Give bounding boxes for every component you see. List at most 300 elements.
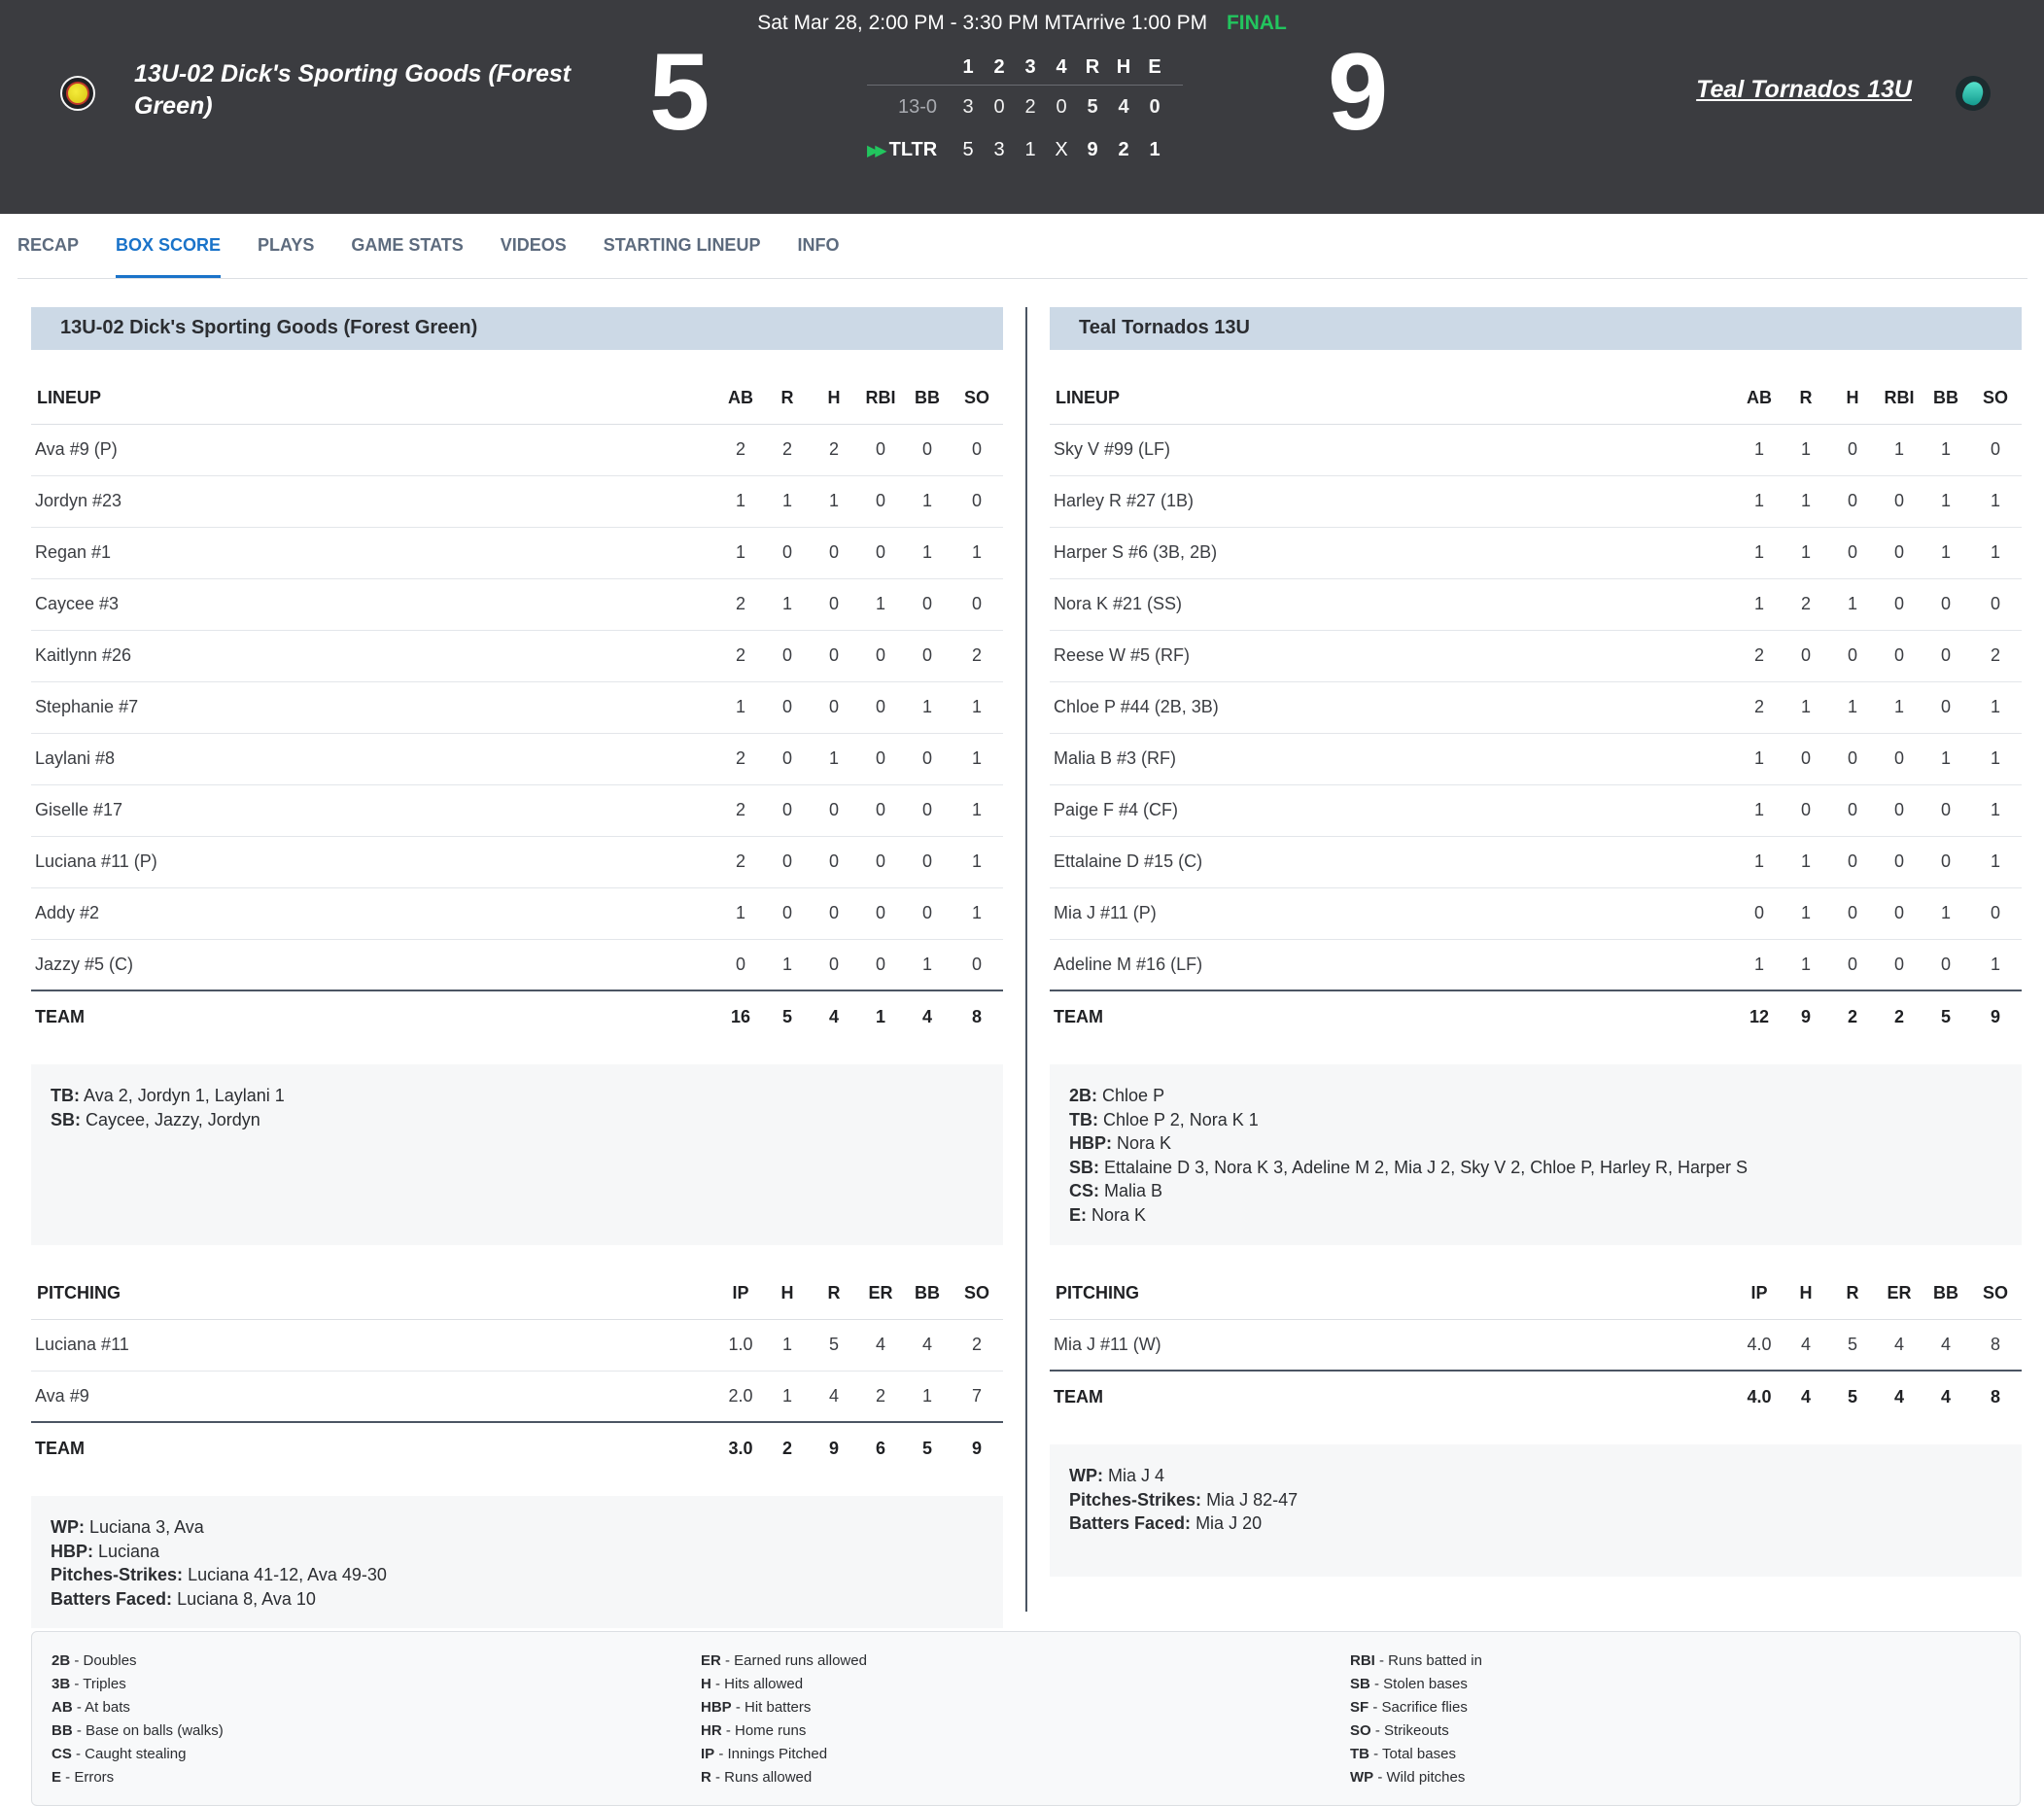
stat-cell: 1 [1783, 475, 1829, 527]
legend-item [701, 1719, 1350, 1743]
stat-cell: 1 [1876, 424, 1923, 475]
note-value: Mia J 4 [1108, 1466, 1165, 1485]
linescore-cell: 1 [1149, 138, 1161, 160]
stat-cell: 1 [1783, 836, 1829, 887]
column-header: AB [1736, 373, 1783, 424]
team-total-label: TEAM [31, 1422, 717, 1475]
legend-item [52, 1696, 701, 1719]
linescore-cell: 2 [1118, 138, 1129, 160]
stat-cell: 0 [904, 784, 951, 836]
legend-desc: - Doubles [70, 1652, 137, 1669]
stat-cell: 1 [857, 578, 904, 630]
note-value: Caycee, Jazzy, Jordyn [86, 1109, 260, 1129]
stat-cell: 0 [1876, 836, 1923, 887]
note-value: Nora K [1117, 1133, 1172, 1153]
team-total-cell: 8 [1969, 1371, 2022, 1423]
legend-abbr: HBP [701, 1699, 732, 1716]
legend-item [52, 1673, 701, 1696]
legend-column [1350, 1650, 1999, 1788]
batter-row [1050, 630, 2022, 681]
note-line [1069, 1108, 2002, 1132]
batter-row [31, 784, 1003, 836]
stat-cell: 4 [857, 1319, 904, 1371]
legend-abbr: SO [1350, 1722, 1371, 1739]
stat-cell: 2 [717, 733, 764, 784]
note-line [1069, 1131, 2002, 1156]
stat-cell: 0 [1876, 578, 1923, 630]
stat-cell: 4 [904, 1319, 951, 1371]
column-header: SO [1969, 1268, 2022, 1319]
stat-cell: 0 [764, 527, 811, 578]
legend-item [1350, 1766, 1999, 1789]
stat-cell: 0 [904, 887, 951, 939]
stat-cell: 2 [811, 424, 857, 475]
legend-desc: - Home runs [721, 1722, 807, 1739]
note-value: Luciana 8, Ava 10 [177, 1588, 316, 1609]
stat-cell: 1 [1736, 836, 1783, 887]
stat-cell: 1 [1736, 424, 1783, 475]
stat-cell: 4 [811, 1371, 857, 1422]
legend-desc: - Sacrifice flies [1368, 1699, 1468, 1716]
team-total-cell: 4 [1923, 1371, 1969, 1423]
column-header: PITCHING [1050, 1268, 1736, 1319]
linescore-away-label: 13-0 [897, 95, 937, 118]
column-header: LINEUP [31, 373, 717, 424]
note-value: Luciana 3, Ava [89, 1517, 204, 1537]
stat-cell: 0 [1783, 630, 1829, 681]
player-name: Jazzy #5 (C) [31, 939, 717, 990]
softball-icon [60, 76, 95, 111]
linescore-header-cell: 1 [962, 56, 974, 78]
stat-cell: 1 [1783, 527, 1829, 578]
linescore-cell: 0 [993, 95, 1005, 118]
game-header [0, 0, 2044, 214]
stat-cell: 1 [1969, 681, 2022, 733]
legend-item [701, 1743, 1350, 1766]
note-line [51, 1515, 984, 1540]
pitching-header-row [1050, 1268, 2022, 1319]
batter-row [1050, 527, 2022, 578]
tab-info[interactable]: INFO [797, 235, 840, 255]
pitching-notes [1050, 1444, 2022, 1577]
stat-cell: 0 [764, 630, 811, 681]
stat-cell: 0 [1876, 784, 1923, 836]
linescore-header-cell: 2 [993, 56, 1005, 78]
stat-cell: 0 [857, 630, 904, 681]
team-total-cell: 5 [764, 990, 811, 1043]
stat-cell: 1 [764, 939, 811, 990]
batting-team-total-row [31, 990, 1003, 1043]
stat-cell: 2 [951, 1319, 1003, 1371]
column-header: ER [857, 1268, 904, 1319]
stat-cell: 2 [717, 630, 764, 681]
team-total-cell: 9 [951, 1422, 1003, 1475]
linescore-header-cell: E [1148, 56, 1161, 78]
linescore-cell: 5 [962, 138, 974, 160]
tab-box-score[interactable]: BOX SCORE [116, 214, 221, 278]
column-header: R [1829, 1268, 1876, 1319]
stat-cell: 2 [717, 836, 764, 887]
note-label: TB: [51, 1086, 80, 1105]
stat-cell: 0 [811, 887, 857, 939]
linescore-header-cell: 3 [1024, 56, 1036, 78]
player-name: Adeline M #16 (LF) [1050, 939, 1736, 990]
stat-cell: 0 [764, 836, 811, 887]
player-name: Mia J #11 (P) [1050, 887, 1736, 939]
stat-cell: 1 [1736, 475, 1783, 527]
stat-cell: 0 [1876, 475, 1923, 527]
tab-plays[interactable]: PLAYS [258, 235, 315, 255]
batter-row [1050, 681, 2022, 733]
stat-cell: 0 [1923, 630, 1969, 681]
home-score: 9 [1328, 31, 1389, 153]
note-label: 2B: [1069, 1086, 1098, 1105]
legend-desc: - Base on balls (walks) [72, 1722, 224, 1739]
batting-table [31, 373, 1003, 1043]
stat-cell: 1 [951, 681, 1003, 733]
legend-column [701, 1650, 1350, 1788]
stat-cell: 1 [717, 527, 764, 578]
legend-abbr: HR [701, 1722, 722, 1739]
legend-item [1350, 1673, 1999, 1696]
legend-abbr: WP [1350, 1769, 1374, 1786]
legend-item [701, 1650, 1350, 1673]
note-value: Mia J 20 [1195, 1513, 1263, 1533]
home-box-score [1050, 307, 2022, 1577]
column-header: BB [1923, 373, 1969, 424]
player-name: Ettalaine D #15 (C) [1050, 836, 1736, 887]
stat-cell: 0 [1876, 733, 1923, 784]
pitching-header-row [31, 1268, 1003, 1319]
stat-cell: 0 [1829, 733, 1876, 784]
note-label: SB: [1069, 1157, 1099, 1177]
tab-game-stats[interactable]: GAME STATS [351, 235, 464, 255]
stat-cell: 0 [904, 836, 951, 887]
linescore [867, 51, 1183, 171]
stat-cell: 0 [1783, 784, 1829, 836]
team-total-cell: 6 [857, 1422, 904, 1475]
batter-row [31, 475, 1003, 527]
stat-cell: 1 [951, 733, 1003, 784]
game-time: Sat Mar 28, 2:00 PM - 3:30 PM MTArrive 1:00 PM [757, 12, 1208, 34]
legend-item [1350, 1719, 1999, 1743]
note-label: WP: [1069, 1466, 1103, 1485]
stat-cell: 0 [857, 475, 904, 527]
legend-abbr: BB [52, 1722, 73, 1739]
legend-desc: - Hits allowed [710, 1676, 804, 1692]
legend-abbr: SF [1350, 1699, 1369, 1716]
legend-desc: - Runs allowed [710, 1769, 813, 1786]
note-line [1069, 1203, 2002, 1228]
legend-item [52, 1719, 701, 1743]
legend-abbr: E [52, 1769, 62, 1786]
stat-cell: 2 [717, 578, 764, 630]
batter-row [1050, 578, 2022, 630]
note-label: CS: [1069, 1181, 1099, 1200]
stat-cell: 0 [1969, 578, 2022, 630]
team-total-cell: 9 [1783, 990, 1829, 1043]
linescore-away-row [867, 86, 1183, 128]
stat-cell: 8 [1969, 1319, 2022, 1371]
stat-cell: 2 [717, 424, 764, 475]
batter-row [31, 630, 1003, 681]
note-value: Ava 2, Jordyn 1, Laylani 1 [84, 1086, 285, 1105]
note-label: HBP: [1069, 1133, 1112, 1153]
stat-cell: 1 [717, 681, 764, 733]
player-name: Luciana #11 (P) [31, 836, 717, 887]
stat-cell: 4.0 [1736, 1319, 1783, 1371]
stat-cell: 0 [904, 630, 951, 681]
stat-cell: 0 [951, 939, 1003, 990]
team-total-cell: 1 [857, 990, 904, 1043]
stat-cell: 1 [811, 475, 857, 527]
column-header: R [811, 1268, 857, 1319]
linescore-cell: 1 [1024, 138, 1036, 160]
linescore-cell: 0 [1149, 95, 1161, 118]
legend-desc: - Wild pitches [1373, 1769, 1466, 1786]
team-total-label: TEAM [1050, 1371, 1736, 1423]
stat-cell: 1 [1923, 733, 1969, 784]
player-name: Laylani #8 [31, 733, 717, 784]
legend-abbr: IP [701, 1746, 715, 1762]
stat-cell: 1 [904, 527, 951, 578]
stat-cell: 0 [857, 784, 904, 836]
pitching-table [1050, 1268, 2022, 1423]
stat-cell: 1 [1923, 527, 1969, 578]
legend-desc: - Caught stealing [71, 1746, 187, 1762]
stat-cell: 5 [811, 1319, 857, 1371]
batting-header-row [31, 373, 1003, 424]
stat-cell: 1 [904, 939, 951, 990]
legend-item [701, 1673, 1350, 1696]
legend-abbr: CS [52, 1746, 72, 1762]
player-name: Ava #9 [31, 1371, 717, 1422]
note-label: Pitches-Strikes: [1069, 1489, 1202, 1510]
stat-cell: 1 [1969, 784, 2022, 836]
team-total-cell: 8 [951, 990, 1003, 1043]
stat-cell: 1 [1783, 681, 1829, 733]
player-name: Paige F #4 (CF) [1050, 784, 1736, 836]
stat-cell: 0 [1829, 527, 1876, 578]
stat-legend [31, 1631, 2021, 1806]
linescore-header [867, 51, 1183, 86]
column-header: BB [1923, 1268, 1969, 1319]
note-value: Nora K [1091, 1204, 1147, 1225]
tab-bar [17, 214, 2027, 279]
column-header: LINEUP [1050, 373, 1736, 424]
player-name: Chloe P #44 (2B, 3B) [1050, 681, 1736, 733]
stat-cell: 0 [764, 733, 811, 784]
player-name: Addy #2 [31, 887, 717, 939]
team-total-cell: 4.0 [1736, 1371, 1783, 1423]
linescore-header-cell: R [1085, 56, 1100, 78]
stat-cell: 0 [857, 681, 904, 733]
legend-desc: - Innings Pitched [714, 1746, 828, 1762]
stat-cell: 0 [1969, 424, 2022, 475]
legend-item [1350, 1650, 1999, 1673]
player-name: Jordyn #23 [31, 475, 717, 527]
legend-abbr: RBI [1350, 1652, 1375, 1669]
legend-abbr: TB [1350, 1746, 1369, 1762]
team-total-label: TEAM [31, 990, 717, 1043]
column-header: R [1783, 373, 1829, 424]
tab-recap[interactable]: RECAP [17, 235, 80, 255]
stat-cell: 0 [1736, 887, 1783, 939]
stat-cell: 0 [857, 939, 904, 990]
stat-cell: 5 [1829, 1319, 1876, 1371]
column-header: H [811, 373, 857, 424]
stat-cell: 0 [811, 527, 857, 578]
team-total-cell: 4 [1783, 1371, 1829, 1423]
pitcher-row [31, 1371, 1003, 1422]
stat-cell: 1 [1969, 527, 2022, 578]
linescore-home-label: TLTR [888, 138, 938, 160]
stat-cell: 0 [1829, 887, 1876, 939]
column-header: SO [951, 373, 1003, 424]
stat-cell: 4 [1923, 1319, 1969, 1371]
stat-cell: 0 [1829, 784, 1876, 836]
stat-cell: 1 [951, 784, 1003, 836]
column-header: RBI [857, 373, 904, 424]
note-line [1069, 1511, 2002, 1536]
note-line [1069, 1156, 2002, 1180]
column-header: BB [904, 373, 951, 424]
stat-cell: 2 [764, 424, 811, 475]
winner-arrow-icon: ▶▶ [867, 142, 883, 159]
stat-cell: 0 [764, 681, 811, 733]
legend-item [701, 1696, 1350, 1719]
stat-cell: 0 [1829, 424, 1876, 475]
game-time-line [0, 12, 2044, 35]
stat-cell: 0 [857, 733, 904, 784]
stat-cell: 1 [1923, 887, 1969, 939]
batter-row [1050, 887, 2022, 939]
legend-item [52, 1766, 701, 1789]
column-header: PITCHING [31, 1268, 717, 1319]
batter-row [1050, 424, 2022, 475]
linescore-header-cell: H [1116, 56, 1131, 78]
note-label: Batters Faced: [1069, 1513, 1192, 1533]
stat-cell: 0 [1923, 784, 1969, 836]
legend-column [52, 1650, 701, 1788]
stat-cell: 1 [1736, 784, 1783, 836]
linescore-cell: 3 [993, 138, 1005, 160]
team-total-cell: 12 [1736, 990, 1783, 1043]
note-value: Chloe P [1102, 1086, 1165, 1105]
stat-cell: 1 [1829, 578, 1876, 630]
stat-cell: 2 [1969, 630, 2022, 681]
team-total-cell: 2 [764, 1422, 811, 1475]
batter-row [1050, 836, 2022, 887]
stat-cell: 1 [1969, 939, 2022, 990]
note-label: TB: [1069, 1109, 1098, 1129]
stat-cell: 0 [1829, 630, 1876, 681]
column-header: R [764, 373, 811, 424]
stat-cell: 0 [1876, 630, 1923, 681]
batting-table [1050, 373, 2022, 1043]
note-line [51, 1540, 984, 1564]
pitching-team-total-row [31, 1422, 1003, 1475]
stat-cell: 1 [1783, 424, 1829, 475]
stat-cell: 0 [1876, 939, 1923, 990]
stat-cell: 0 [857, 836, 904, 887]
stat-cell: 0 [904, 733, 951, 784]
batter-row [31, 424, 1003, 475]
stat-cell: 0 [811, 630, 857, 681]
stat-cell: 2 [1736, 630, 1783, 681]
note-value: Mia J 82-47 [1206, 1489, 1299, 1510]
stat-cell: 0 [951, 475, 1003, 527]
column-divider [1025, 307, 1027, 1612]
column-header: IP [1736, 1268, 1783, 1319]
stat-cell: 1 [951, 836, 1003, 887]
home-team-link[interactable]: Teal Tornados 13U [1696, 76, 1912, 103]
note-value: Malia B [1104, 1181, 1163, 1200]
stat-cell: 2 [951, 630, 1003, 681]
stat-cell: 1 [811, 733, 857, 784]
away-team-name: 13U-02 Dick's Sporting Goods (Forest Green) [134, 60, 572, 120]
stat-cell: 1 [904, 681, 951, 733]
stat-cell: 1 [764, 1319, 811, 1371]
tab-videos[interactable]: VIDEOS [500, 235, 567, 255]
stat-cell: 0 [811, 784, 857, 836]
stat-cell: 7 [951, 1371, 1003, 1422]
stat-cell: 0 [904, 424, 951, 475]
stat-cell: 0 [904, 578, 951, 630]
note-label: SB: [51, 1109, 81, 1129]
player-name: Sky V #99 (LF) [1050, 424, 1736, 475]
stat-cell: 0 [1783, 733, 1829, 784]
game-status: FINAL [1226, 12, 1287, 34]
batting-header-row [1050, 373, 2022, 424]
team-total-cell: 2 [1829, 990, 1876, 1043]
stat-cell: 0 [764, 887, 811, 939]
linescore-cell: 3 [962, 95, 974, 118]
stat-cell: 1 [1969, 836, 2022, 887]
note-line [51, 1563, 984, 1587]
stat-cell: 0 [811, 681, 857, 733]
column-header: AB [717, 373, 764, 424]
batter-row [31, 733, 1003, 784]
tab-starting-lineup[interactable]: STARTING LINEUP [603, 235, 761, 255]
legend-abbr: R [701, 1769, 711, 1786]
player-name: Giselle #17 [31, 784, 717, 836]
player-name: Mia J #11 (W) [1050, 1319, 1736, 1371]
player-name: Kaitlynn #26 [31, 630, 717, 681]
team-total-cell: 3.0 [717, 1422, 764, 1475]
legend-abbr: H [701, 1676, 711, 1692]
stat-cell: 0 [811, 836, 857, 887]
note-value: Chloe P 2, Nora K 1 [1103, 1109, 1259, 1129]
note-line [51, 1587, 984, 1612]
stat-cell: 0 [857, 527, 904, 578]
legend-item [1350, 1743, 1999, 1766]
linescore-cell: X [1055, 138, 1068, 160]
batting-notes [31, 1064, 1003, 1245]
stat-cell: 2 [1736, 681, 1783, 733]
player-name: Ava #9 (P) [31, 424, 717, 475]
player-name: Nora K #21 (SS) [1050, 578, 1736, 630]
note-line [51, 1108, 984, 1132]
note-label: E: [1069, 1204, 1087, 1225]
batter-row [31, 887, 1003, 939]
legend-desc: - Total bases [1369, 1746, 1456, 1762]
legend-item [52, 1650, 701, 1673]
stat-cell: 2 [1783, 578, 1829, 630]
stat-cell: 0 [951, 578, 1003, 630]
linescore-cell: 4 [1118, 95, 1129, 118]
batter-row [1050, 475, 2022, 527]
